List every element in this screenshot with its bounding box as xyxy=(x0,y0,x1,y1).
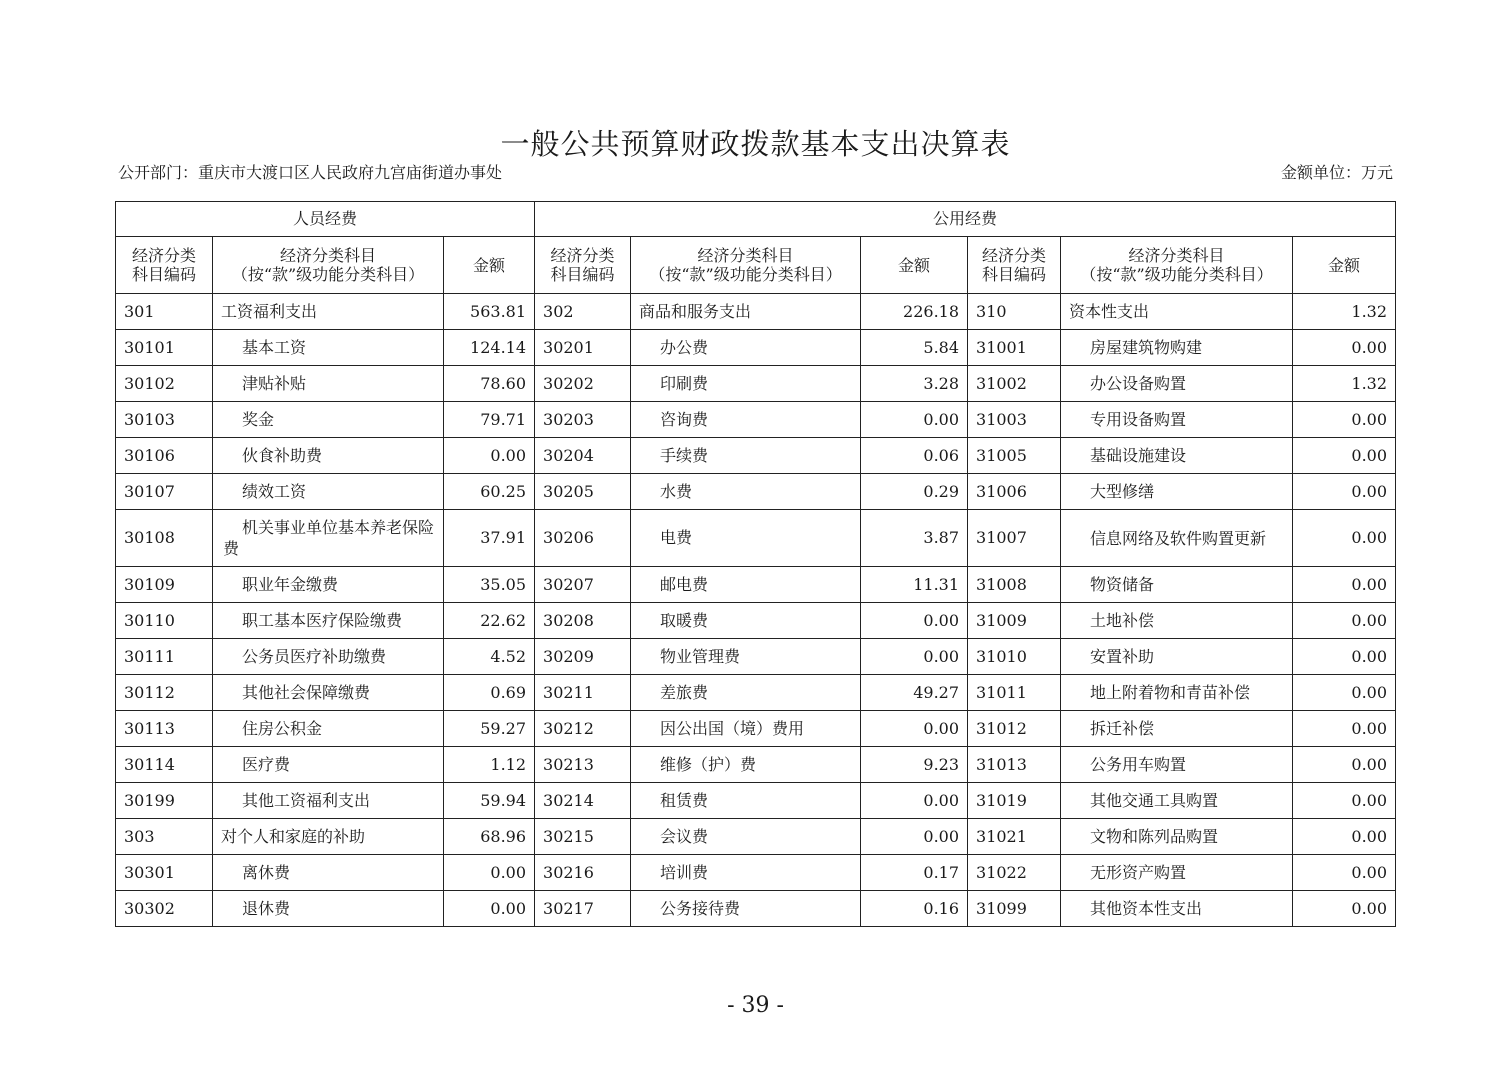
row-name: 住房公积金 xyxy=(213,711,444,747)
row-code: 30102 xyxy=(116,366,213,402)
row-name: 其他工资福利支出 xyxy=(213,783,444,819)
row-code: 30214 xyxy=(535,783,631,819)
row-code: 30216 xyxy=(535,855,631,891)
row-amount: 0.00 xyxy=(1293,783,1396,819)
table-row xyxy=(116,819,1396,855)
row-name: 其他社会保障缴费 xyxy=(213,675,444,711)
row-amount: 0.06 xyxy=(861,438,968,474)
row-amount: 0.00 xyxy=(444,891,535,927)
row-amount: 0.00 xyxy=(1293,855,1396,891)
row-amount: 37.91 xyxy=(444,510,535,567)
row-amount: 22.62 xyxy=(444,603,535,639)
row-name: 拆迁补偿 xyxy=(1061,711,1293,747)
row-amount: 0.00 xyxy=(1293,675,1396,711)
header-name xyxy=(1061,237,1293,294)
row-amount: 9.23 xyxy=(861,747,968,783)
table-row xyxy=(116,891,1396,927)
row-code: 31019 xyxy=(968,783,1061,819)
row-name: 公务员医疗补助缴费 xyxy=(213,639,444,675)
row-amount: 35.05 xyxy=(444,567,535,603)
row-code: 302 xyxy=(535,294,631,330)
header-amount: 金额 xyxy=(861,237,968,294)
row-code: 30114 xyxy=(116,747,213,783)
row-amount: 0.17 xyxy=(861,855,968,891)
row-name: 伙食补助费 xyxy=(213,438,444,474)
table-row xyxy=(116,711,1396,747)
row-amount: 0.00 xyxy=(1293,819,1396,855)
row-code: 30205 xyxy=(535,474,631,510)
row-amount: 0.00 xyxy=(1293,510,1396,567)
row-name: 职工基本医疗保险缴费 xyxy=(213,603,444,639)
row-code: 30109 xyxy=(116,567,213,603)
row-amount: 0.00 xyxy=(1293,603,1396,639)
row-code: 30209 xyxy=(535,639,631,675)
row-name: 公务用车购置 xyxy=(1061,747,1293,783)
table-row xyxy=(116,330,1396,366)
row-name: 资本性支出 xyxy=(1061,294,1293,330)
row-name: 印刷费 xyxy=(631,366,861,402)
row-amount: 49.27 xyxy=(861,675,968,711)
unit-label: 金额单位：万元 xyxy=(1280,163,1393,182)
header-name-line2: （按“款”级功能分类科目） xyxy=(231,265,425,284)
header-code xyxy=(968,237,1061,294)
row-amount: 0.69 xyxy=(444,675,535,711)
row-amount: 0.00 xyxy=(861,711,968,747)
row-name: 电费 xyxy=(631,510,861,567)
row-name: 办公费 xyxy=(631,330,861,366)
section-personnel: 人员经费 xyxy=(116,202,535,237)
row-name: 无形资产购置 xyxy=(1061,855,1293,891)
row-code: 31022 xyxy=(968,855,1061,891)
row-name: 水费 xyxy=(631,474,861,510)
row-code: 31005 xyxy=(968,438,1061,474)
row-name: 信息网络及软件购置更新 xyxy=(1061,510,1293,567)
row-name: 基本工资 xyxy=(213,330,444,366)
table-row xyxy=(116,783,1396,819)
row-code: 31009 xyxy=(968,603,1061,639)
row-name: 绩效工资 xyxy=(213,474,444,510)
row-code: 30110 xyxy=(116,603,213,639)
table-row xyxy=(116,747,1396,783)
table-row xyxy=(116,366,1396,402)
row-name: 大型修缮 xyxy=(1061,474,1293,510)
row-amount: 60.25 xyxy=(444,474,535,510)
page-number: - 39 - xyxy=(727,993,784,1018)
row-name: 退休费 xyxy=(213,891,444,927)
row-amount: 79.71 xyxy=(444,402,535,438)
row-code: 31010 xyxy=(968,639,1061,675)
row-amount: 0.29 xyxy=(861,474,968,510)
row-name: 租赁费 xyxy=(631,783,861,819)
table-row xyxy=(116,438,1396,474)
header-code-text: 经济分类科目编码 xyxy=(131,246,196,284)
row-code: 31006 xyxy=(968,474,1061,510)
row-code: 31011 xyxy=(968,675,1061,711)
table-row xyxy=(116,675,1396,711)
row-code: 30215 xyxy=(535,819,631,855)
row-name: 差旅费 xyxy=(631,675,861,711)
row-amount: 0.00 xyxy=(1293,639,1396,675)
row-code: 30302 xyxy=(116,891,213,927)
row-name: 维修（护）费 xyxy=(631,747,861,783)
row-code: 30111 xyxy=(116,639,213,675)
row-code: 30301 xyxy=(116,855,213,891)
table-row xyxy=(116,639,1396,675)
table-row xyxy=(116,474,1396,510)
row-code: 30106 xyxy=(116,438,213,474)
header-name-line2: （按“款”级功能分类科目） xyxy=(1080,265,1273,284)
row-code: 30212 xyxy=(535,711,631,747)
header-code-text: 经济分类科目编码 xyxy=(550,246,615,284)
department-label: 公开部门：重庆市大渡口区人民政府九宫庙街道办事处 xyxy=(118,163,503,182)
row-code: 30208 xyxy=(535,603,631,639)
row-name: 会议费 xyxy=(631,819,861,855)
table-row xyxy=(116,855,1396,891)
row-code: 30112 xyxy=(116,675,213,711)
row-code: 30199 xyxy=(116,783,213,819)
row-amount: 11.31 xyxy=(861,567,968,603)
row-amount: 78.60 xyxy=(444,366,535,402)
row-amount: 59.27 xyxy=(444,711,535,747)
row-amount: 3.87 xyxy=(861,510,968,567)
row-name: 办公设备购置 xyxy=(1061,366,1293,402)
row-name: 津贴补贴 xyxy=(213,366,444,402)
row-name: 商品和服务支出 xyxy=(631,294,861,330)
row-name: 基础设施建设 xyxy=(1061,438,1293,474)
table-row xyxy=(116,294,1396,330)
page-title: 一般公共预算财政拨款基本支出决算表 xyxy=(500,127,1011,161)
header-name-line1: 经济分类科目 xyxy=(697,246,794,265)
row-code: 31013 xyxy=(968,747,1061,783)
row-name: 土地补偿 xyxy=(1061,603,1293,639)
row-name: 地上附着物和青苗补偿 xyxy=(1061,675,1293,711)
row-amount: 59.94 xyxy=(444,783,535,819)
header-name xyxy=(631,237,861,294)
row-amount: 226.18 xyxy=(861,294,968,330)
header-name-line1: 经济分类科目 xyxy=(279,246,376,265)
row-code: 31002 xyxy=(968,366,1061,402)
row-code: 30202 xyxy=(535,366,631,402)
row-amount: 1.32 xyxy=(1293,366,1396,402)
row-name: 安置补助 xyxy=(1061,639,1293,675)
row-code: 31012 xyxy=(968,711,1061,747)
row-amount: 0.00 xyxy=(1293,891,1396,927)
row-amount: 0.00 xyxy=(444,438,535,474)
row-code: 30201 xyxy=(535,330,631,366)
row-name: 奖金 xyxy=(213,402,444,438)
row-amount: 0.00 xyxy=(1293,567,1396,603)
header-name-line2: （按“款”级功能分类科目） xyxy=(649,265,842,284)
row-code: 30113 xyxy=(116,711,213,747)
header-code xyxy=(535,237,631,294)
row-amount: 3.28 xyxy=(861,366,968,402)
row-amount: 0.00 xyxy=(861,819,968,855)
header-amount: 金额 xyxy=(1293,237,1396,294)
row-amount: 0.00 xyxy=(1293,711,1396,747)
row-name: 房屋建筑物购建 xyxy=(1061,330,1293,366)
table-row xyxy=(116,567,1396,603)
header-code xyxy=(116,237,213,294)
row-name: 因公出国（境）费用 xyxy=(631,711,861,747)
row-name: 对个人和家庭的补助 xyxy=(213,819,444,855)
row-name: 专用设备购置 xyxy=(1061,402,1293,438)
row-code: 30211 xyxy=(535,675,631,711)
row-amount: 563.81 xyxy=(444,294,535,330)
header-name-line1: 经济分类科目 xyxy=(1128,246,1225,265)
row-name: 文物和陈列品购置 xyxy=(1061,819,1293,855)
row-code: 31008 xyxy=(968,567,1061,603)
row-name: 其他资本性支出 xyxy=(1061,891,1293,927)
column-header-row xyxy=(116,237,1396,294)
row-code: 30213 xyxy=(535,747,631,783)
row-amount: 0.00 xyxy=(1293,438,1396,474)
row-name: 职业年金缴费 xyxy=(213,567,444,603)
row-name: 医疗费 xyxy=(213,747,444,783)
row-code: 301 xyxy=(116,294,213,330)
row-amount: 0.00 xyxy=(861,603,968,639)
row-amount: 1.12 xyxy=(444,747,535,783)
row-amount: 0.00 xyxy=(861,639,968,675)
row-amount: 0.00 xyxy=(1293,747,1396,783)
row-name: 其他交通工具购置 xyxy=(1061,783,1293,819)
row-code: 30101 xyxy=(116,330,213,366)
header-name xyxy=(213,237,444,294)
row-name: 物业管理费 xyxy=(631,639,861,675)
row-code: 30204 xyxy=(535,438,631,474)
table-row xyxy=(116,510,1396,567)
row-amount: 0.16 xyxy=(861,891,968,927)
row-name: 工资福利支出 xyxy=(213,294,444,330)
row-name: 咨询费 xyxy=(631,402,861,438)
row-code: 31099 xyxy=(968,891,1061,927)
section-header-row xyxy=(116,202,1396,237)
row-code: 30107 xyxy=(116,474,213,510)
row-name: 培训费 xyxy=(631,855,861,891)
row-name: 邮电费 xyxy=(631,567,861,603)
row-name: 取暖费 xyxy=(631,603,861,639)
row-code: 31007 xyxy=(968,510,1061,567)
row-code: 31003 xyxy=(968,402,1061,438)
header-code-text: 经济分类科目编码 xyxy=(982,246,1047,284)
row-name: 离休费 xyxy=(213,855,444,891)
row-amount: 0.00 xyxy=(861,783,968,819)
row-amount: 0.00 xyxy=(1293,330,1396,366)
row-code: 30217 xyxy=(535,891,631,927)
row-code: 30203 xyxy=(535,402,631,438)
row-code: 31001 xyxy=(968,330,1061,366)
row-code: 31021 xyxy=(968,819,1061,855)
row-amount: 0.00 xyxy=(861,402,968,438)
row-amount: 0.00 xyxy=(444,855,535,891)
row-name: 公务接待费 xyxy=(631,891,861,927)
table-row xyxy=(116,402,1396,438)
row-name: 机关事业单位基本养老保险费 xyxy=(213,510,444,567)
row-name: 手续费 xyxy=(631,438,861,474)
table-row xyxy=(116,603,1396,639)
row-code: 30207 xyxy=(535,567,631,603)
row-amount: 0.00 xyxy=(1293,402,1396,438)
row-code: 30206 xyxy=(535,510,631,567)
section-public: 公用经费 xyxy=(535,202,1396,237)
row-code: 30103 xyxy=(116,402,213,438)
row-amount: 68.96 xyxy=(444,819,535,855)
row-amount: 1.32 xyxy=(1293,294,1396,330)
row-amount: 124.14 xyxy=(444,330,535,366)
row-code: 30108 xyxy=(116,510,213,567)
row-code: 303 xyxy=(116,819,213,855)
row-name: 物资储备 xyxy=(1061,567,1293,603)
header-amount: 金额 xyxy=(444,237,535,294)
row-code: 310 xyxy=(968,294,1061,330)
row-amount: 0.00 xyxy=(1293,474,1396,510)
row-amount: 4.52 xyxy=(444,639,535,675)
row-amount: 5.84 xyxy=(861,330,968,366)
expenditure-table xyxy=(115,201,1396,927)
